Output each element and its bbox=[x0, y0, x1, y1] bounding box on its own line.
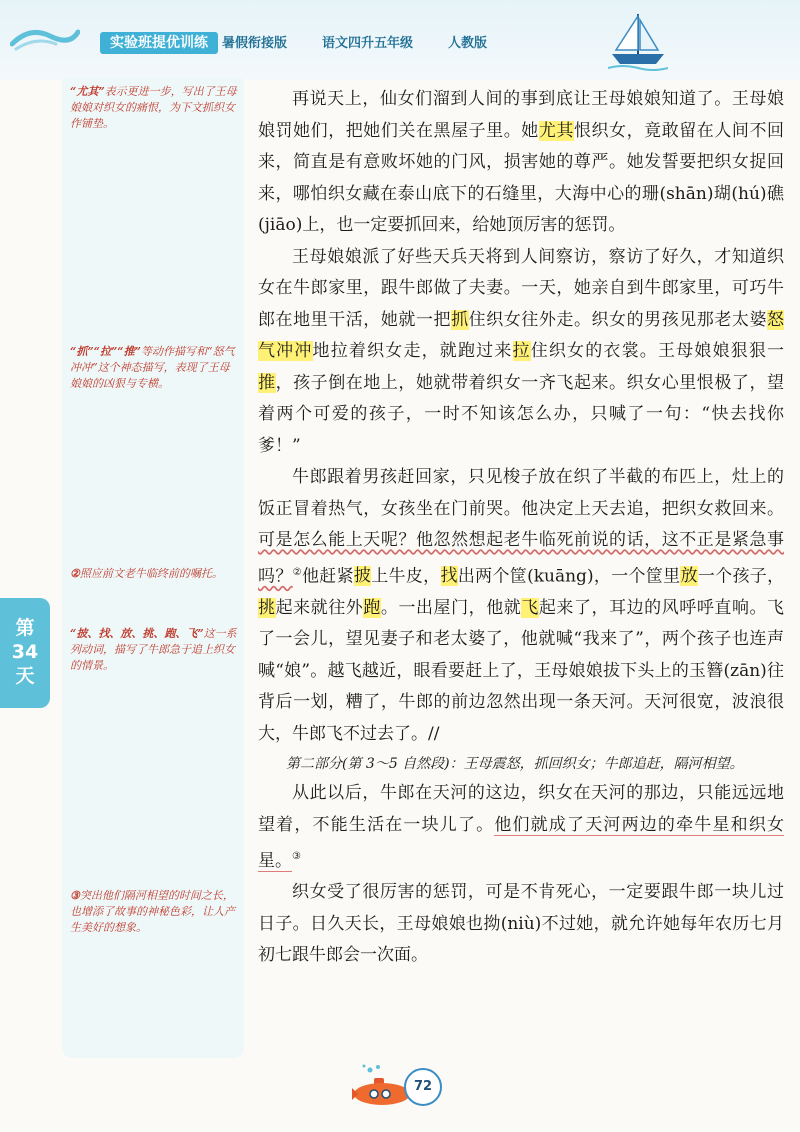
note-quote: “抓”“拉”“推” bbox=[70, 345, 141, 358]
paragraph-5: 织女受了很厉害的惩罚，可是不肯死心，一定要跟牛郎一块儿过日子。日久天长，王母娘娘也拗(niù)不过她，就允许她每年农历七月初七跟牛郎会一次面。 bbox=[258, 882, 784, 966]
wavy-underlined-sentence: 可是怎么能上天呢？他忽然想起老牛临死前说的话，这不正是紧急事吗？ bbox=[258, 530, 784, 587]
note-quote: “尤其” bbox=[70, 85, 105, 98]
day-tab-number: 34 bbox=[11, 641, 39, 663]
day-tab-suffix: 天 bbox=[15, 665, 35, 687]
text-run: ，孩子倒在地上，她就带着织女一齐飞起来。织女心里恨极了，望着两个可爱的孩子，一时不知该怎么办，只喊了一句：“快去找你爹！” bbox=[258, 372, 785, 456]
highlighted-word: 找 bbox=[440, 566, 458, 587]
page-footer bbox=[348, 1060, 458, 1112]
text-run: 牛郎跟着男孩赶回家，只见梭子放在织了半截的布匹上，灶上的饭正冒着热气，女孩坐在门前哭。他决定上天去追，把织女救回来。 bbox=[258, 467, 784, 519]
highlighted-word: 放 bbox=[680, 566, 698, 587]
note-text: 照应前文老牛临终前的嘱托。 bbox=[79, 567, 223, 580]
annotation-note-1 bbox=[70, 84, 240, 132]
note-text: 等动作描写和“怒气冲冲”这个神态描写，表现了王母娘娘的凶狠与专横。 bbox=[70, 345, 235, 390]
day-tab-prefix: 第 bbox=[15, 617, 35, 639]
highlighted-word: 怒气冲冲 bbox=[258, 309, 785, 361]
page-number: 72 bbox=[404, 1068, 442, 1106]
series-title: 实验班提优训练 bbox=[100, 32, 218, 54]
highlighted-word: 挑 bbox=[258, 597, 276, 618]
note-quote: ② bbox=[70, 567, 80, 580]
sailboat-icon bbox=[608, 10, 668, 72]
edition-label: 暑假衔接版 bbox=[222, 36, 288, 51]
note-text: 突出他们隔河相望的时间之长，也增添了故事的神秘色彩，让人产生美好的想象。 bbox=[70, 889, 235, 934]
paragraph-3 bbox=[258, 462, 784, 750]
note-quote: ③ bbox=[70, 889, 80, 902]
annotation-note-4 bbox=[70, 626, 240, 674]
annotation-marker: ③ bbox=[292, 851, 301, 863]
paragraph-1 bbox=[258, 84, 784, 242]
highlighted-word: 飞 bbox=[521, 597, 539, 618]
text-run: 出两个筐(kuāng)，一个筐里 bbox=[457, 566, 681, 587]
text-run: 他赶紧 bbox=[301, 566, 354, 587]
text-run: 再说天上，仙女们溜到人间的事到底让王母娘娘知道了。王母娘娘罚她们，把她们关在黑屋子里。她 bbox=[258, 89, 784, 141]
paragraph-2 bbox=[258, 242, 784, 463]
annotation-note-3 bbox=[70, 566, 240, 582]
annotation-note-2 bbox=[70, 344, 240, 392]
highlighted-word: 披 bbox=[353, 566, 372, 587]
text-run: 起来了，耳边的风呼呼直响。飞了一会儿，望见妻子和老太婆了，他就喊“我来了”，两个孩子也连声喊“娘”。越飞越近，眼看要赶上了，王母娘娘拔下头上的玉簪(zān)往背后一划，糟了，牛郎的前边忽然出现一条天河。天河很宽，波浪很大，牛郎飞不过去了。// bbox=[258, 597, 785, 744]
text-run: 王母娘娘派了好些天兵天将到人间察访，察访了好久，才知道织女在牛郎家里，跟牛郎做了夫妻。一天，她亲自到牛郎家里，可巧牛郎在地里干活，她就一把 bbox=[258, 246, 784, 330]
note-text: 这一系列动词，描写了牛郎急于追上织女的情景。 bbox=[70, 627, 237, 672]
highlighted-word: 抓 bbox=[451, 309, 469, 330]
text-run: 起来就往外 bbox=[275, 597, 364, 618]
text-run: 上牛皮， bbox=[371, 566, 441, 587]
underlined-sentence: 他们就成了天河两边的牵牛星和织女星。 bbox=[258, 814, 785, 871]
grade-label: 语文四升五年级 bbox=[322, 36, 414, 51]
text-run: 地拉着织女走，就跑过来 bbox=[312, 341, 513, 361]
note-quote: “披、找、放、挑、跑、飞” bbox=[70, 627, 204, 640]
highlighted-word: 跑 bbox=[363, 597, 381, 618]
section-summary: 第二部分(第 3～5 自然段)：王母震怒，抓回织女；牛郎追赶，隔河相望。 bbox=[286, 756, 744, 773]
highlighted-word: 推 bbox=[258, 372, 276, 393]
day-tab bbox=[0, 598, 50, 708]
text-run: 恨织女，竟敢留在人间不回来，简直是有意败坏她的门风，损害她的尊严。她发誓要把织女捉回来，哪怕织女藏在泰山底下的石缝里，大海中心的珊(shān)瑚(hú)礁(jiāo)上，也一定要抓回来，给她顶厉害的惩罚。 bbox=[258, 120, 785, 235]
annotation-marker: ② bbox=[292, 566, 302, 578]
story-text bbox=[258, 84, 784, 972]
paragraph-4 bbox=[258, 778, 784, 877]
text-run: 住织女的衣裳。王母娘娘狠狠一 bbox=[530, 341, 785, 361]
note-text: 表示更进一步，写出了王母娘娘对织女的痛恨，为下文抓织女作铺垫。 bbox=[70, 85, 237, 130]
highlighted-word: 尤其 bbox=[538, 120, 574, 141]
text-run: 。一出屋门，他就 bbox=[380, 597, 522, 618]
publisher-label: 人教版 bbox=[448, 36, 488, 51]
annotation-note-5 bbox=[70, 888, 240, 936]
page-header bbox=[0, 0, 800, 80]
series-logo-icon bbox=[10, 22, 80, 52]
text-run: 一个孩子， bbox=[697, 566, 785, 587]
highlighted-word: 拉 bbox=[512, 341, 531, 361]
text-run: 从此以后，牛郎在天河的这边，织女在天河的那边，只能远远地望着，不能生活在一块儿了。 bbox=[258, 783, 784, 835]
text-run: 住织女往外走。织女的男孩见那老太婆 bbox=[468, 309, 768, 330]
